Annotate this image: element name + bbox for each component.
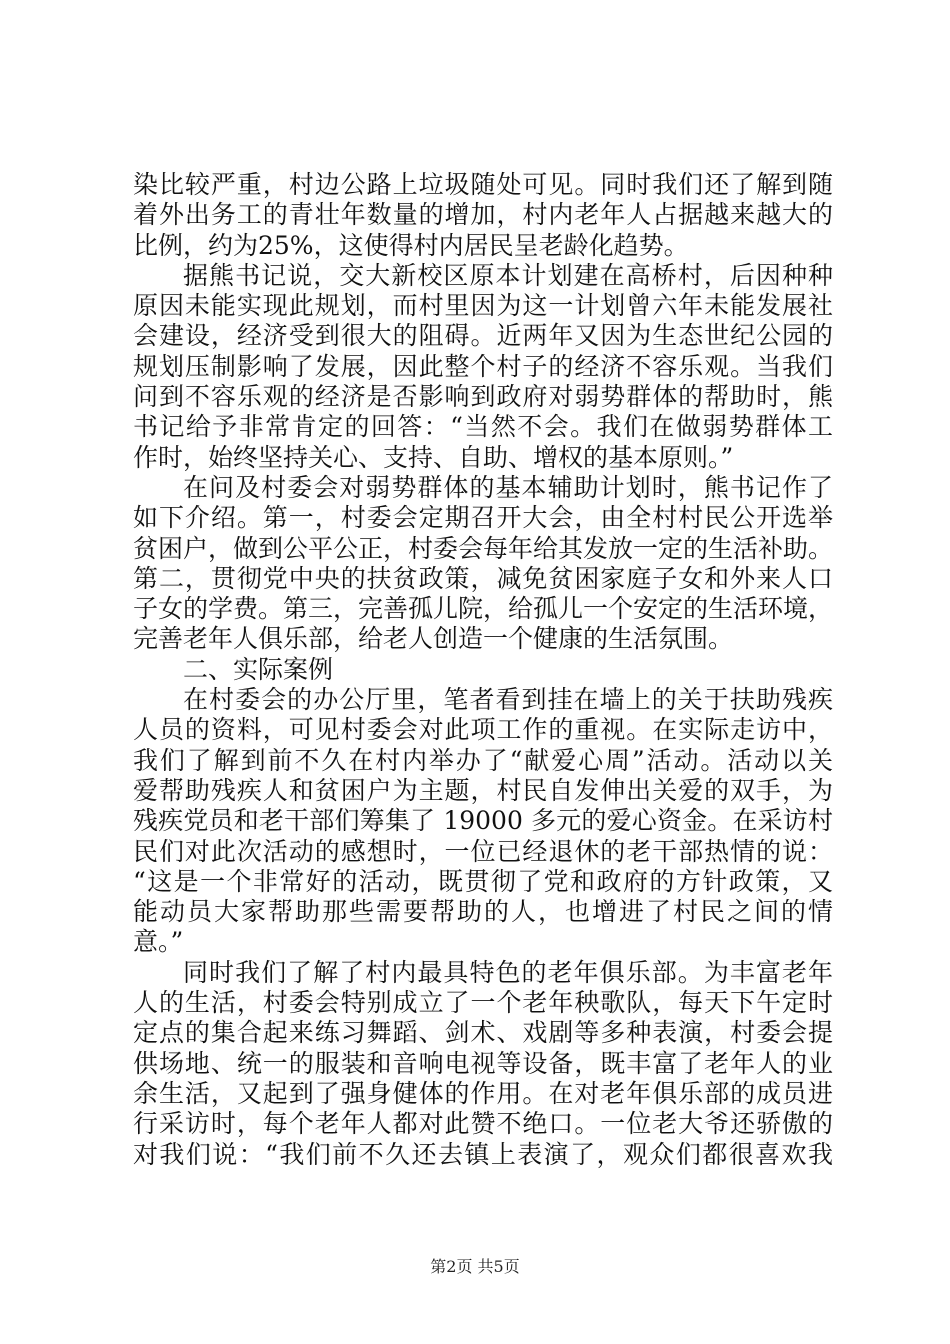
text-line: 问到不容乐观的经济是否影响到政府对弱势群体的帮助时，熊: [133, 382, 833, 412]
text-line: 完善老年人俱乐部，给老人创造一个健康的生活氛围。: [133, 624, 734, 654]
text-line: 能动员大家帮助那些需要帮助的人，也增进了村民之间的情: [133, 897, 833, 927]
text-line: 人的生活，村委会特别成立了一个老年秧歌队，每天下午定时: [133, 988, 833, 1018]
text-line: 着外出务工的青壮年数量的增加，村内老年人占据越来越大的: [133, 200, 833, 230]
text-line: 作时，始终坚持关心、支持、自助、增权的基本原则。”: [133, 442, 734, 472]
text-line: 第二，贯彻党中央的扶贫政策，减免贫困家庭子女和外来人口: [133, 563, 833, 593]
text-line: 比例，约为25%，这使得村内居民呈老龄化趋势。: [133, 230, 689, 260]
text-line: 二、实际案例: [183, 654, 334, 684]
text-line: 染比较严重，村边公路上垃圾随处可见。同时我们还了解到随: [133, 170, 833, 199]
text-line: 如下介绍。第一，村委会定期召开大会，由全村村民公开选举: [133, 503, 833, 533]
text-line: 人员的资料，可见村委会对此项工作的重视。在实际走访中，: [133, 715, 833, 745]
text-line: 规划压制影响了发展，因此整个村子的经济不容乐观。当我们: [133, 351, 833, 381]
text-line: 定点的集合起来练习舞蹈、剑术、戏剧等多种表演，村委会提: [133, 1018, 833, 1048]
text-line: 据熊书记说，交大新校区原本计划建在高桥村，后因种种: [183, 260, 833, 290]
text-line: 残疾党员和老干部们筹集了 19000 多元的爱心资金。在采访村: [133, 806, 833, 836]
text-line: 余生活，又起到了强身健体的作用。在对老年俱乐部的成员进: [133, 1078, 833, 1108]
text-line: 贫困户，做到公平公正，村委会每年给其发放一定的生活补助。: [133, 533, 834, 563]
text-line: 对我们说：“我们前不久还去镇上表演了，观众们都很喜欢我: [133, 1139, 833, 1169]
text-line: 行采访时，每个老年人都对此赞不绝口。一位老大爷还骄傲的: [133, 1109, 833, 1139]
text-line: 书记给予非常肯定的回答：“当然不会。我们在做弱势群体工: [133, 412, 833, 442]
text-line: 子女的学费。第三，完善孤儿院，给孤儿一个安定的生活环境，: [133, 594, 834, 624]
page-footer: 第2页 共5页: [430, 1257, 520, 1276]
text-line: “这是一个非常好的活动，既贯彻了党和政府的方针政策，又: [133, 866, 833, 896]
text-line: 意。”: [133, 927, 184, 957]
text-line: 供场地、统一的服装和音响电视等设备，既丰富了老年人的业: [133, 1048, 833, 1078]
text-line: 在问及村委会对弱势群体的基本辅助计划时，熊书记作了: [183, 472, 833, 502]
text-line: 民们对此次活动的感想时，一位已经退休的老干部热情的说：: [133, 836, 833, 866]
text-line: 爱帮助残疾人和贫困户为主题，村民自发伸出关爱的双手，为: [133, 775, 833, 805]
text-line: 我们了解到前不久在村内举办了“献爱心周”活动。活动以关: [133, 745, 833, 775]
text-line: 会建设，经济受到很大的阻碍。近两年又因为生态世纪公园的: [133, 321, 833, 351]
text-line: 原因未能实现此规划，而村里因为这一计划曾六年未能发展社: [133, 291, 833, 321]
body-text: [133, 170, 833, 1170]
text-line: 在村委会的办公厅里，笔者看到挂在墙上的关于扶助残疾: [183, 685, 833, 715]
text-line: 同时我们了解了村内最具特色的老年俱乐部。为丰富老年: [183, 957, 833, 987]
